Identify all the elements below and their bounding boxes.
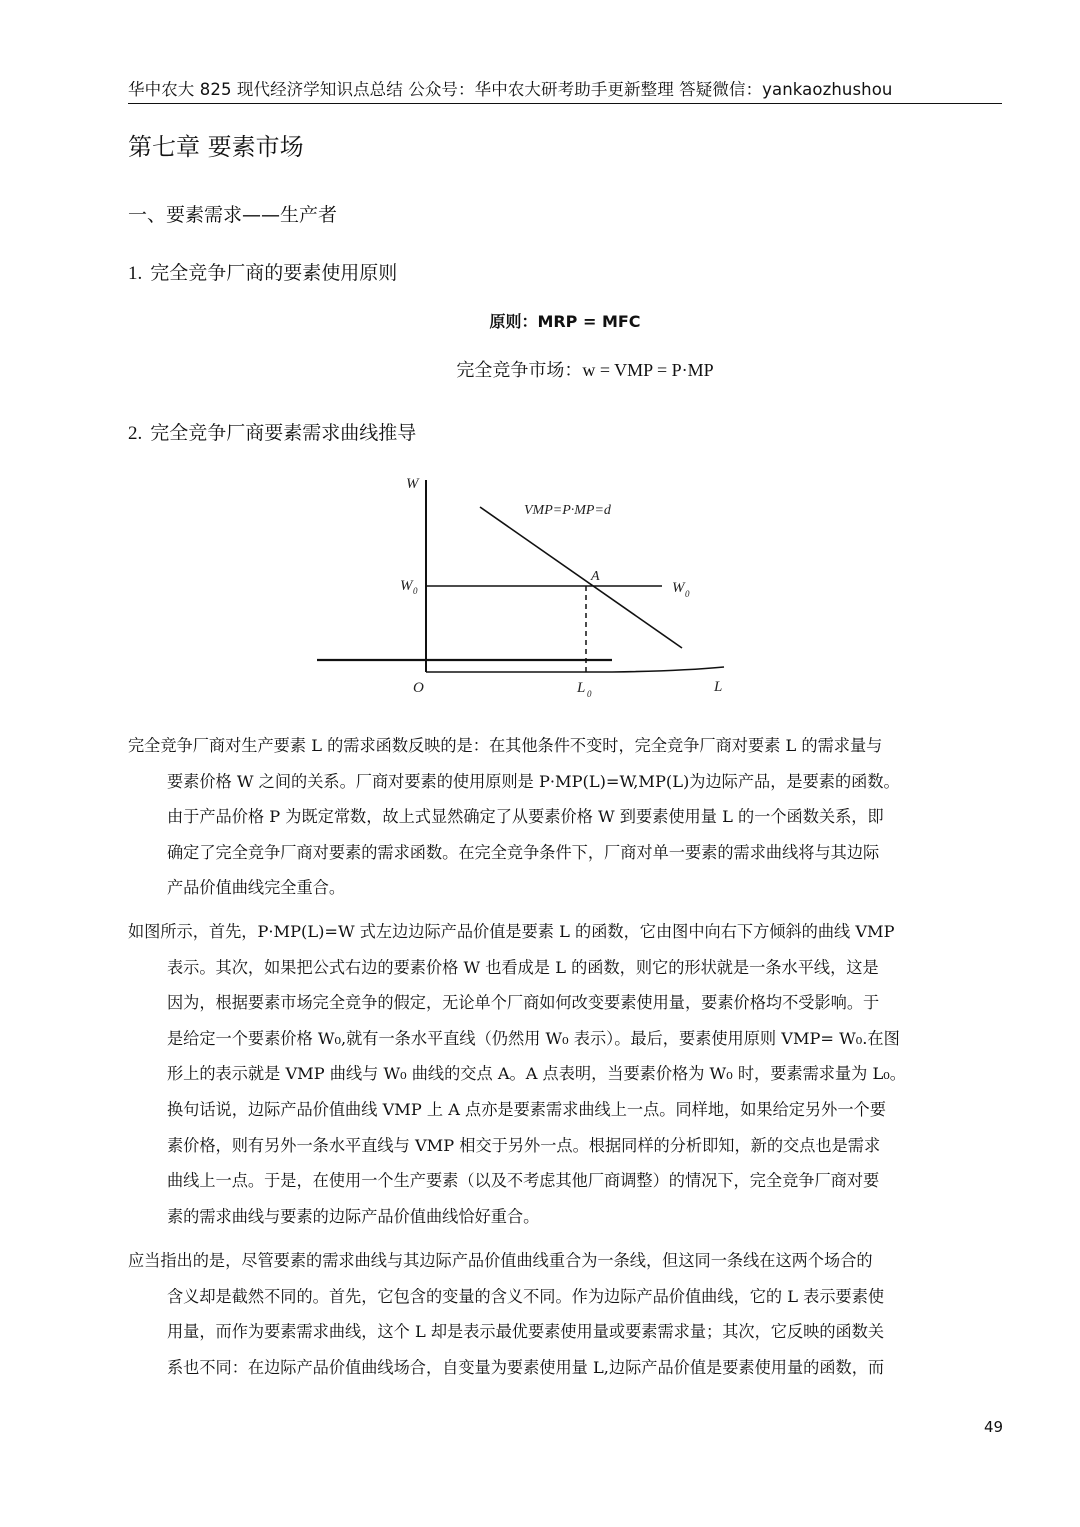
demand-curve-figure	[312, 468, 732, 708]
paragraph-2	[128, 914, 1002, 1234]
subsection-number: 2.	[128, 423, 143, 444]
formula-principle: 原则：MRP = MFC	[489, 312, 641, 331]
paragraph-line: 素价格，则有另外一条水平直线与 VMP 相交于另外一点。根据同样的分析即知，新的交点也是需求	[167, 1135, 881, 1155]
y-axis-label: W	[406, 476, 419, 492]
l0-label: L	[577, 680, 586, 696]
origin-label: O	[413, 680, 424, 696]
paragraph-line: 系也不同：在边际产品价值曲线场合，自变量为要素使用量 L,边际产品价值是要素使用量的函数，而	[167, 1357, 885, 1377]
subsection-title: 完全竞争厂商要素需求曲线推导	[150, 422, 417, 444]
paragraph-line: 完全竞争厂商对生产要素 L 的需求函数反映的是：在其他条件不变时，完全竞争厂商对要素 L 的需求量与	[128, 736, 883, 755]
running-header: 华中农大 825 现代经济学知识点总结 公众号：华中农大研考助手更新整理 答疑微信：yankaozhushou	[128, 80, 893, 99]
paragraph-line: 应当指出的是，尽管要素的需求曲线与其边际产品价值曲线重合为一条线，但这同一条线在这两个场合的	[128, 1251, 873, 1270]
vmp-curve	[480, 507, 682, 648]
paragraph-1	[128, 728, 1002, 906]
l0-subscript: 0	[587, 689, 592, 699]
paragraph-line: 确定了完全竞争厂商对要素的需求函数。在完全竞争条件下，厂商对单一要素的需求曲线将与其边际	[167, 842, 880, 862]
w0-axis-label: W	[400, 578, 413, 594]
paragraph-line: 形上的表示就是 VMP 曲线与 W₀ 曲线的交点 A。A 点表明，当要素价格为 W₀ 时，要素需求量为 L₀。	[167, 1064, 906, 1084]
w0-line-label: W	[672, 580, 685, 596]
formula-market: 完全竞争市场：w = VMP = P·MP	[456, 360, 714, 380]
x-axis-label: L	[714, 679, 723, 695]
w0-line-subscript: 0	[685, 589, 690, 599]
paragraph-line: 要素价格 W 之间的关系。厂商对要素的使用原则是 P·MP(L)=W,MP(L)为边际产品，是要素的函数。	[167, 771, 900, 791]
paragraph-line: 用量，而作为要素需求曲线，这个 L 却是表示最优要素使用量或要素需求量；其次，它反映的函数关	[167, 1322, 885, 1342]
paragraph-line: 由于产品价格 P 为既定常数，故上式显然确定了从要素价格 W 到要素使用量 L 的一个函数关系，即	[167, 807, 884, 827]
w0-axis-subscript: 0	[413, 586, 418, 596]
paragraph-line: 如图所示，首先，P·MP(L)=W 式左边边际产品价值是要素 L 的函数，它由图中向右下方倾斜的曲线 VMP	[128, 922, 895, 941]
paragraph-line: 曲线上一点。于是，在使用一个生产要素（以及不考虑其他厂商调整）的情况下，完全竞争厂商对要	[167, 1171, 880, 1191]
point-a-label: A	[591, 569, 600, 584]
paragraph-line: 素的需求曲线与要素的边际产品价值曲线恰好重合。	[167, 1206, 540, 1226]
subsection-title: 完全竞争厂商的要素使用原则	[150, 262, 398, 284]
subsection-heading-2	[128, 418, 416, 445]
section-heading: 一、要素需求——生产者	[128, 204, 338, 226]
chapter-title: 第七章 要素市场	[128, 133, 304, 161]
subsection-number: 1.	[128, 263, 143, 284]
paragraph-line: 表示。其次，如果把公式右边的要素价格 W 也看成是 L 的函数，则它的形状就是一条水平线，这是	[167, 957, 879, 977]
paragraph-3	[128, 1243, 1002, 1385]
page-number: 49	[984, 1418, 1004, 1436]
header-rule	[128, 103, 1002, 104]
paragraph-line: 换句话说，边际产品价值曲线 VMP 上 A 点亦是要素需求曲线上一点。同样地，如果给定另外一个要	[167, 1099, 886, 1119]
paragraph-line: 是给定一个要素价格 W₀,就有一条水平直线（仍然用 W₀ 表示）。最后，要素使用原则 VMP= W₀.在图	[167, 1028, 900, 1048]
vmp-curve-label: VMP=P·MP=d	[524, 503, 611, 518]
x-axis	[426, 667, 724, 672]
paragraph-line: 产品价值曲线完全重合。	[167, 878, 346, 898]
paragraph-line: 含义却是截然不同的。首先，它包含的变量的含义不同。作为边际产品价值曲线，它的 L 表示要素使	[167, 1286, 885, 1306]
paragraph-line: 因为，根据要素市场完全竞争的假定，无论单个厂商如何改变要素使用量，要素价格均不受影响。于	[167, 993, 880, 1013]
subsection-heading-1	[128, 258, 397, 285]
